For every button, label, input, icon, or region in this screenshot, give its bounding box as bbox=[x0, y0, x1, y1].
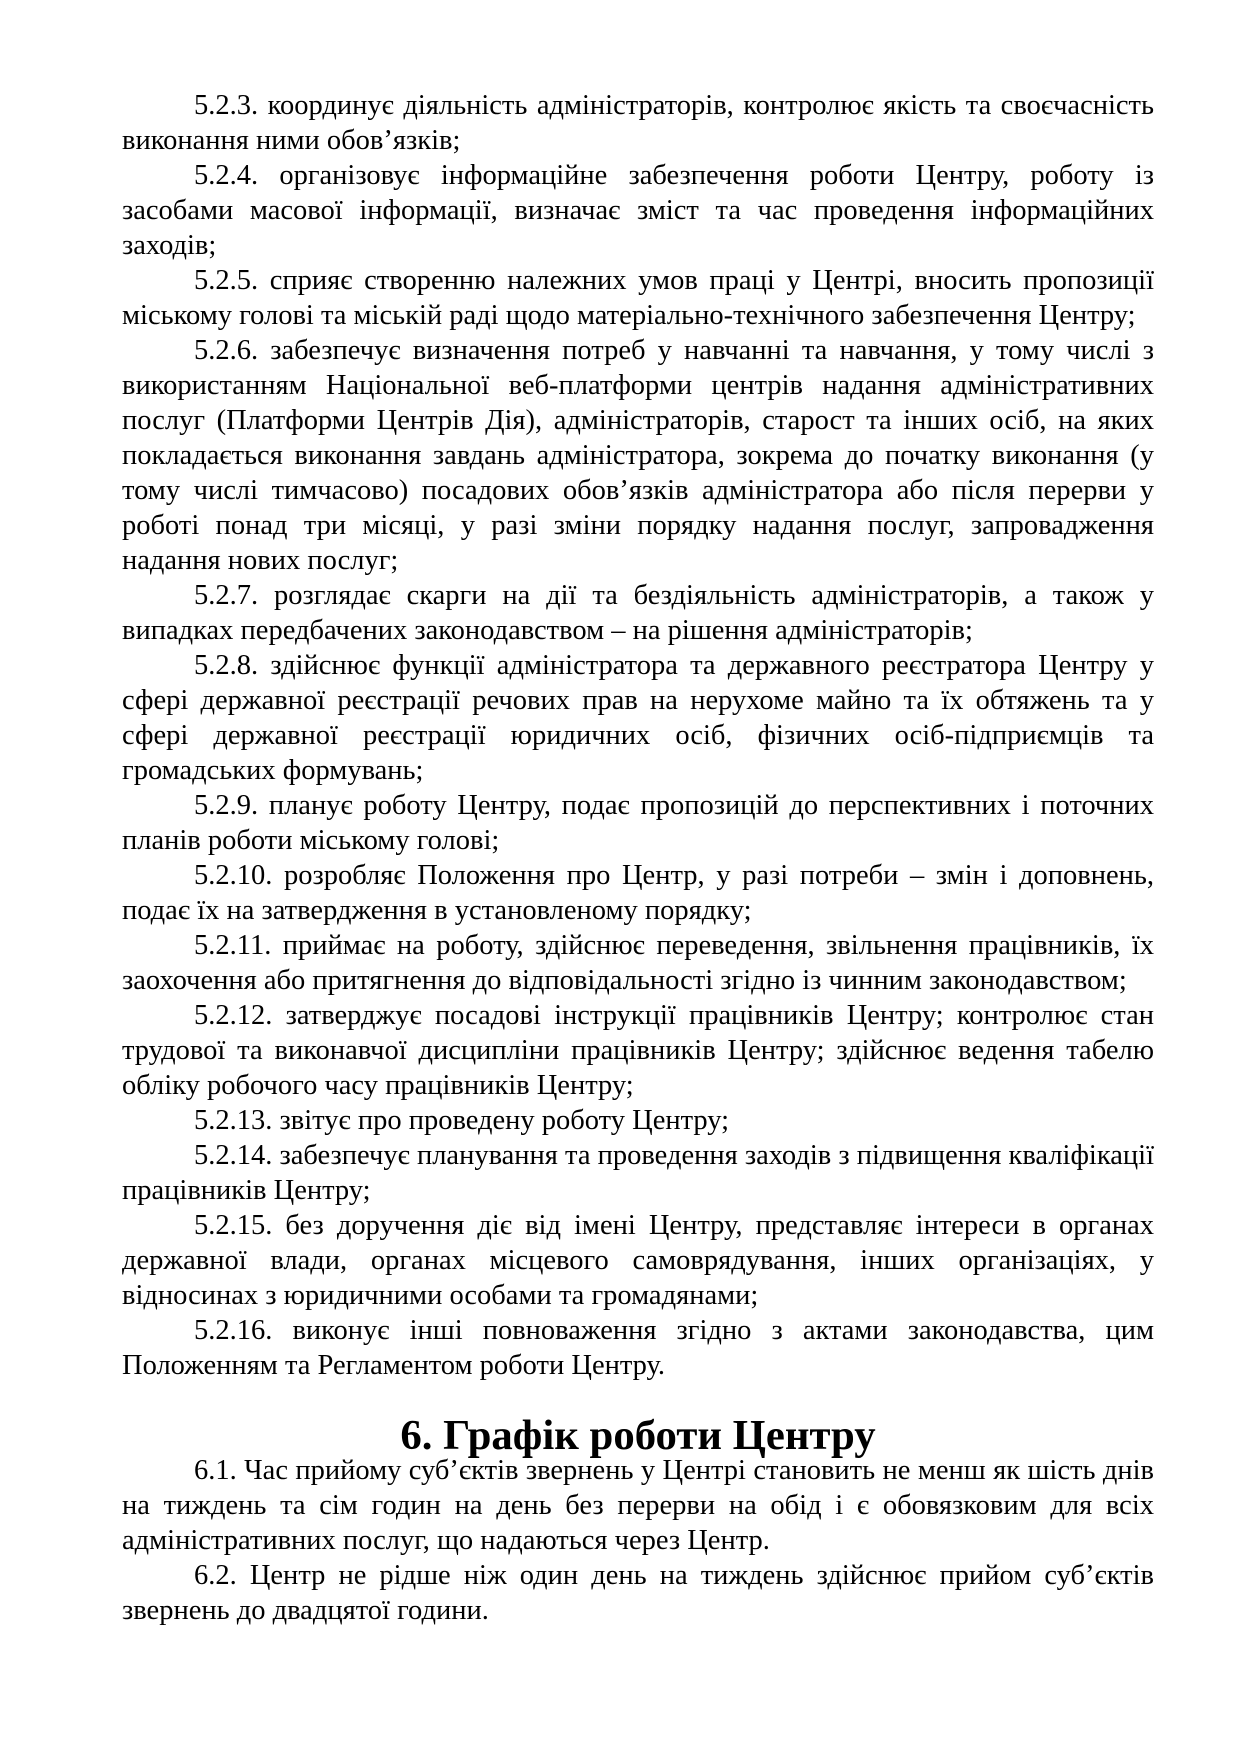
paragraph-5-2-3: 5.2.3. координує діяльність адміністраторів, контролює якість та своєчасність виконання ними обов’язків; bbox=[122, 90, 1154, 156]
paragraph-5-2-5: 5.2.5. сприяє створенню належних умов праці у Центрі, вносить пропозиції міському голові та міській раді щодо матеріально-технічного забезпечення Центру; bbox=[122, 265, 1154, 331]
paragraph-5-2-6: 5.2.6. забезпечує визначення потреб у навчанні та навчання, у тому числі з використанням Національної веб-платформи центрів надання адміністративних послуг (Платформи Центрів Дія), адміністраторів, старост та інших осіб, на яких покладається виконання завдань адміністратора, зокрема до початку виконання (у тому числі тимчасово) посадових обов’язків адміністратора або після перерви у роботі понад три місяці, у разі зміни порядку надання послуг, запровадження надання нових послуг; bbox=[122, 335, 1154, 576]
paragraph-5-2-9: 5.2.9. планує роботу Центру, подає пропозицій до перспективних і поточних планів роботи міському голові; bbox=[122, 790, 1154, 856]
paragraph-5-2-11: 5.2.11. приймає на роботу, здійснює переведення, звільнення працівників, їх заохочення або притягнення до відповідальності згідно із чинним законодавством; bbox=[122, 930, 1154, 996]
paragraph-5-2-12: 5.2.12. затверджує посадові інструкції працівників Центру; контролює стан трудової та виконавчої дисципліни працівників Центру; здійснює ведення табелю обліку робочого часу працівників Центру; bbox=[122, 1000, 1154, 1101]
paragraph-6-2: 6.2. Центр не рідше ніж один день на тиждень здійснює прийом суб’єктів звернень до двадцятої години. bbox=[122, 1560, 1154, 1626]
paragraph-5-2-15: 5.2.15. без доручення діє від імені Центру, представляє інтереси в органах державної влади, органах місцевого самоврядування, інших організаціях, у відносинах з юридичними особами та громадянами; bbox=[122, 1210, 1154, 1311]
paragraph-5-2-16: 5.2.16. виконує інші повноваження згідно з актами законодавства, цим Положенням та Регламентом роботи Центру. bbox=[122, 1315, 1154, 1381]
paragraph-5-2-8: 5.2.8. здійснює функції адміністратора та державного реєстратора Центру у сфері державної реєстрації речових прав на нерухоме майно та їх обтяжень та у сфері державної реєстрації юридичних осіб, фізичних осіб-підприємців та громадських формувань; bbox=[122, 650, 1154, 786]
paragraph-6-1: 6.1. Час прийому суб’єктів звернень у Центрі становить не менш як шість днів на тиждень та сім годин на день без перерви на обід і є обовязковим для всіх адміністративних послуг, що надаються через Центр. bbox=[122, 1455, 1154, 1556]
paragraph-5-2-4: 5.2.4. організовує інформаційне забезпечення роботи Центру, роботу із засобами масової інформації, визначає зміст та час проведення інформаційних заходів; bbox=[122, 160, 1154, 261]
paragraph-5-2-14: 5.2.14. забезпечує планування та проведення заходів з підвищення кваліфікації працівників Центру; bbox=[122, 1140, 1154, 1206]
section-6-heading: 6. Графік роботи Центру bbox=[400, 1412, 876, 1459]
paragraph-5-2-10: 5.2.10. розробляє Положення про Центр, у разі потреби – змін і доповнень, подає їх на затвердження в установленому порядку; bbox=[122, 860, 1154, 926]
paragraph-5-2-13: 5.2.13. звітує про проведену роботу Центру; bbox=[194, 1105, 730, 1136]
document-body bbox=[122, 88, 1154, 1628]
paragraph-5-2-7: 5.2.7. розглядає скарги на дії та бездіяльність адміністраторів, а також у випадках передбачених законодавством – на рішення адміністраторів; bbox=[122, 580, 1154, 646]
